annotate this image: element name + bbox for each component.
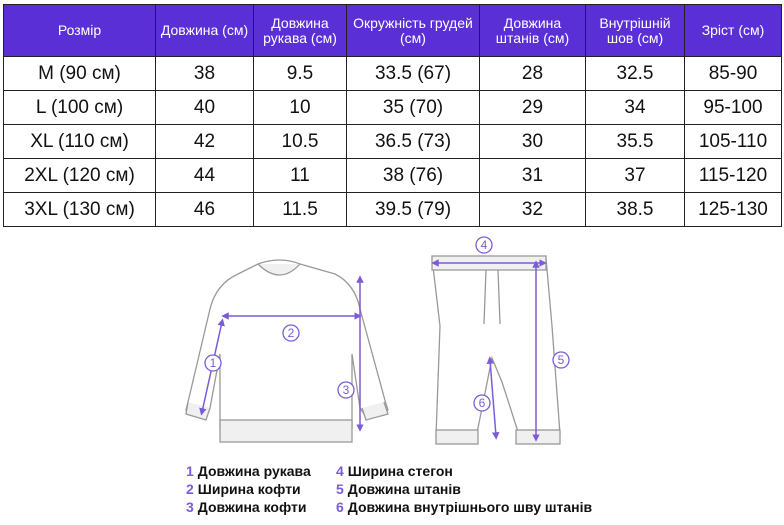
cell: 125-130 [685, 193, 782, 227]
cell: 3XL (130 см) [4, 193, 156, 227]
header-chest: Окружність грудей (см) [347, 5, 480, 57]
cell: 39.5 (79) [347, 193, 480, 227]
marker-2: 2 [287, 326, 295, 340]
cell: 37 [586, 159, 685, 193]
marker-4: 4 [480, 238, 488, 252]
cell: 2XL (120 см) [4, 159, 156, 193]
legend-num: 5 [336, 481, 344, 497]
legend-num: 2 [186, 481, 194, 497]
cell: 115-120 [685, 159, 782, 193]
legend-num: 4 [336, 463, 344, 479]
table-row [4, 91, 782, 125]
legend-label: Довжина штанів [347, 481, 461, 497]
cell: 38 (76) [347, 159, 480, 193]
cell: 11.5 [254, 193, 347, 227]
pants-drawing [432, 256, 560, 444]
measurement-diagram [180, 234, 600, 464]
table-header-row [4, 5, 782, 57]
legend-item [186, 462, 311, 480]
header-height: Зріст (см) [685, 5, 782, 57]
legend-col-right [336, 462, 592, 516]
header-size: Розмір [4, 5, 156, 57]
cell: 28 [480, 57, 586, 91]
marker-3: 3 [342, 383, 350, 397]
legend-item [336, 462, 592, 480]
cell: 32 [480, 193, 586, 227]
cell: 31 [480, 159, 586, 193]
table-row [4, 125, 782, 159]
legend-label: Ширина кофти [197, 481, 301, 497]
cell: 95-100 [685, 91, 782, 125]
legend-col-left [186, 462, 311, 516]
cell: 11 [254, 159, 347, 193]
cell: 38 [156, 57, 254, 91]
cell: 105-110 [685, 125, 782, 159]
legend-item [186, 498, 311, 516]
cell: 34 [586, 91, 685, 125]
cell: 85-90 [685, 57, 782, 91]
marker-6: 6 [478, 396, 486, 410]
cell: 36.5 (73) [347, 125, 480, 159]
marker-5: 5 [557, 353, 565, 367]
cell: M (90 см) [4, 57, 156, 91]
cell: L (100 см) [4, 91, 156, 125]
cell: 32.5 [586, 57, 685, 91]
cell: XL (110 см) [4, 125, 156, 159]
legend-item [336, 480, 592, 498]
legend-label: Довжина внутрішнього шву штанів [347, 499, 593, 515]
cell: 9.5 [254, 57, 347, 91]
cell: 10 [254, 91, 347, 125]
table-row [4, 57, 782, 91]
legend-label: Довжина рукава [197, 463, 311, 479]
legend-num: 3 [186, 499, 194, 515]
legend-item [336, 498, 592, 516]
legend-num: 1 [186, 463, 194, 479]
cell: 30 [480, 125, 586, 159]
cell: 46 [156, 193, 254, 227]
header-sleeve-length: Довжина рукава (см) [254, 5, 347, 57]
cell: 42 [156, 125, 254, 159]
marker-1: 1 [209, 356, 217, 370]
cell: 35 (70) [347, 91, 480, 125]
size-table [3, 4, 782, 227]
header-pants-length: Довжина штанів (см) [480, 5, 586, 57]
legend-label: Довжина кофти [197, 499, 307, 515]
cell: 38.5 [586, 193, 685, 227]
cell: 29 [480, 91, 586, 125]
legend-num: 6 [336, 499, 344, 515]
legend-item [186, 480, 311, 498]
cell: 10.5 [254, 125, 347, 159]
header-inseam: Внутрішній шов (см) [586, 5, 685, 57]
header-length: Довжина (см) [156, 5, 254, 57]
measure-line-6 [490, 360, 496, 436]
table-row [4, 193, 782, 227]
table-row [4, 159, 782, 193]
legend-label: Ширина стегон [347, 463, 453, 479]
cell: 35.5 [586, 125, 685, 159]
cell: 44 [156, 159, 254, 193]
cell: 40 [156, 91, 254, 125]
cell: 33.5 (67) [347, 57, 480, 91]
